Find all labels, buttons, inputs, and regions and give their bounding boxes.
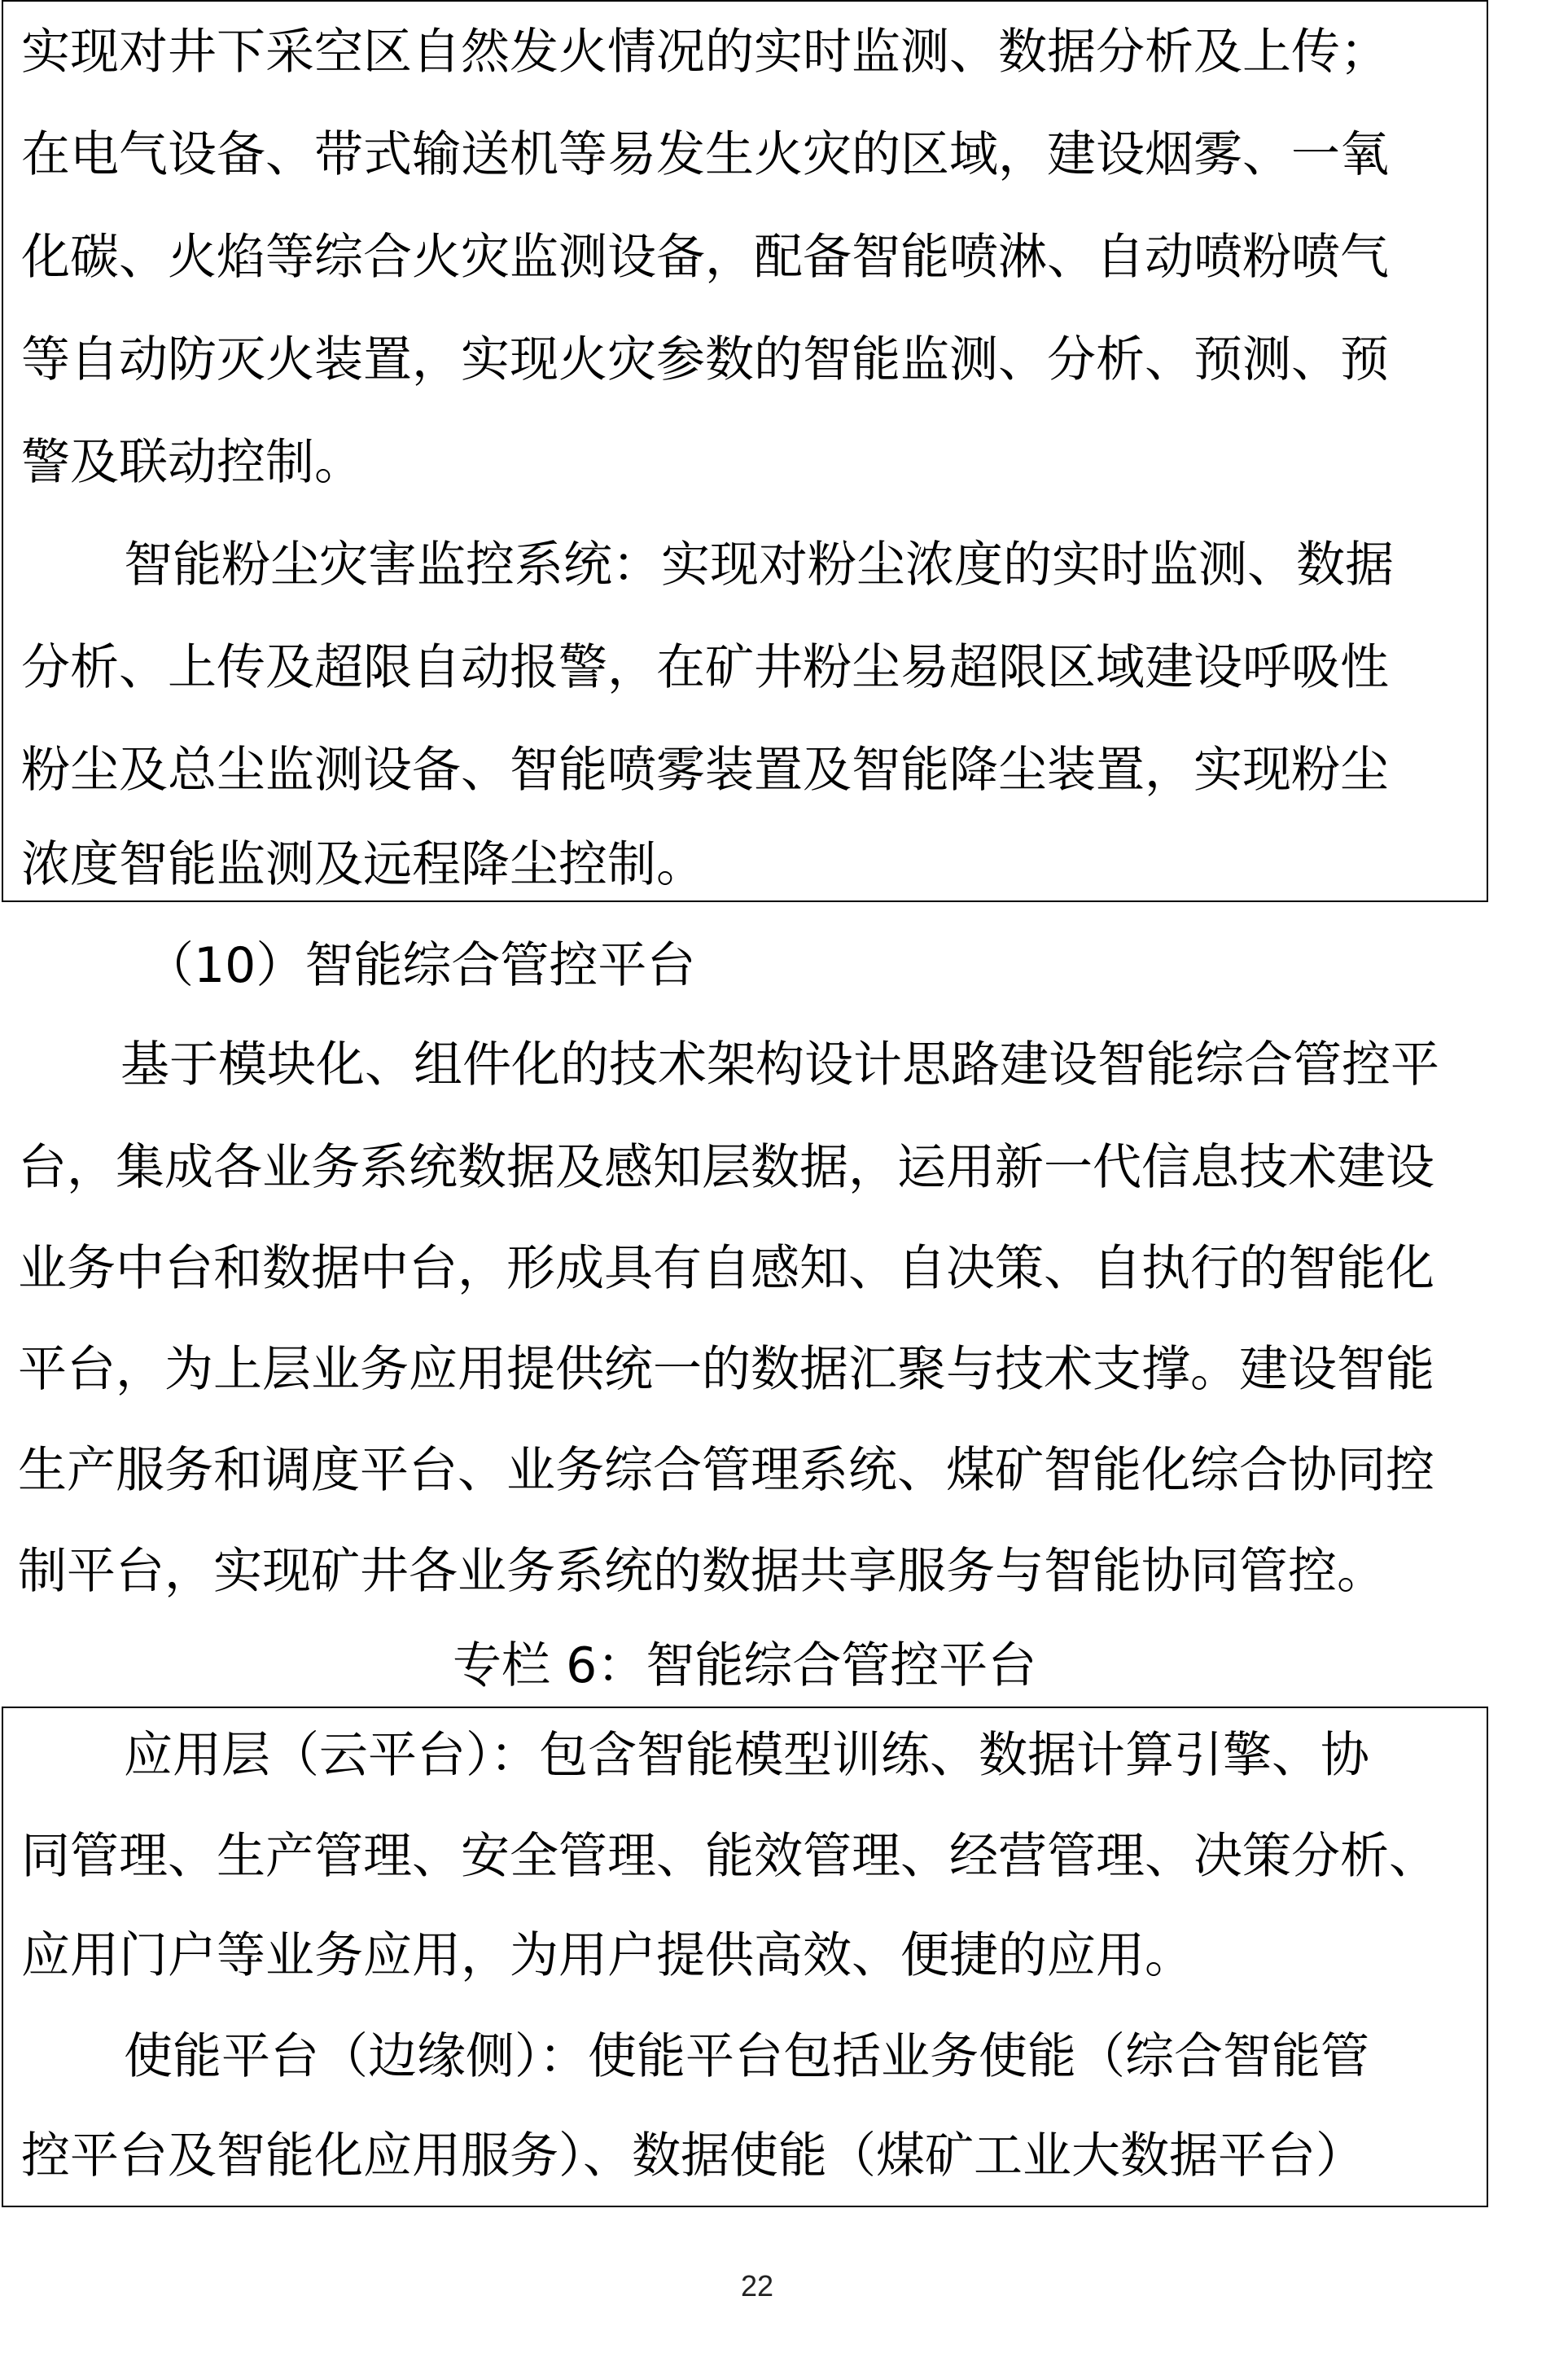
box-bottom-line-5: 控平台及智能化应用服务）、数据使能（煤矿工业大数据平台） (21, 2127, 1364, 2184)
box-bottom-line-1: 应用层（云平台）：包含智能模型训练、数据计算引擎、协 (124, 1727, 1369, 1784)
section-heading: （10）智能综合管控平台 (145, 937, 696, 994)
box-top-line-9: 浓度智能监测及远程降尘控制。 (21, 836, 705, 893)
box-bottom-line-3: 应用门户等业务应用，为用户提供高效、便捷的应用。 (21, 1927, 1194, 1984)
box-bottom-line-2: 同管理、生产管理、安全管理、能效管理、经营管理、决策分析、 (21, 1828, 1438, 1885)
section-line-1: 基于模块化、组件化的技术架构设计思路建设智能综合管控平 (120, 1036, 1439, 1093)
box-top-line-1: 实现对井下采空区自然发火情况的实时监测、数据分析及上传； (21, 24, 1389, 81)
section-line-4: 平台，为上层业务应用提供统一的数据汇聚与技术支撑。建设智能 (18, 1341, 1434, 1398)
column-title: 专栏 6：智能综合管控平台 (453, 1637, 1037, 1694)
box-top-line-4: 等自动防灭火装置，实现火灾参数的智能监测、分析、预测、预 (21, 331, 1389, 388)
box-top-line-8: 粉尘及总尘监测设备、智能喷雾装置及智能降尘装置，实现粉尘 (21, 742, 1389, 799)
section-line-2: 台，集成各业务系统数据及感知层数据，运用新一代信息技术建设 (18, 1139, 1434, 1196)
box-top-line-6: 智能粉尘灾害监控系统：实现对粉尘浓度的实时监测、数据 (124, 537, 1394, 594)
box-top-line-2: 在电气设备、带式输送机等易发生火灾的区域，建设烟雾、一氧 (21, 126, 1389, 183)
bottom-text-box (2, 1707, 1488, 2207)
section-line-5: 生产服务和调度平台、业务综合管理系统、煤矿智能化综合协同控 (18, 1442, 1434, 1499)
section-line-6: 制平台，实现矿井各业务系统的数据共享服务与智能协同管控。 (18, 1543, 1386, 1600)
page-number: 22 (740, 2269, 774, 2303)
section-line-3: 业务中台和数据中台，形成具有自感知、自决策、自执行的智能化 (18, 1240, 1434, 1297)
top-text-box (2, 0, 1488, 902)
box-top-line-5: 警及联动控制。 (21, 434, 363, 491)
box-bottom-line-4: 使能平台（边缘侧）：使能平台包括业务使能（综合智能管 (124, 2028, 1369, 2085)
box-top-line-3: 化碳、火焰等综合火灾监测设备，配备智能喷淋、自动喷粉喷气 (21, 229, 1389, 286)
box-top-line-7: 分析、上传及超限自动报警，在矿井粉尘易超限区域建设呼吸性 (21, 639, 1389, 696)
